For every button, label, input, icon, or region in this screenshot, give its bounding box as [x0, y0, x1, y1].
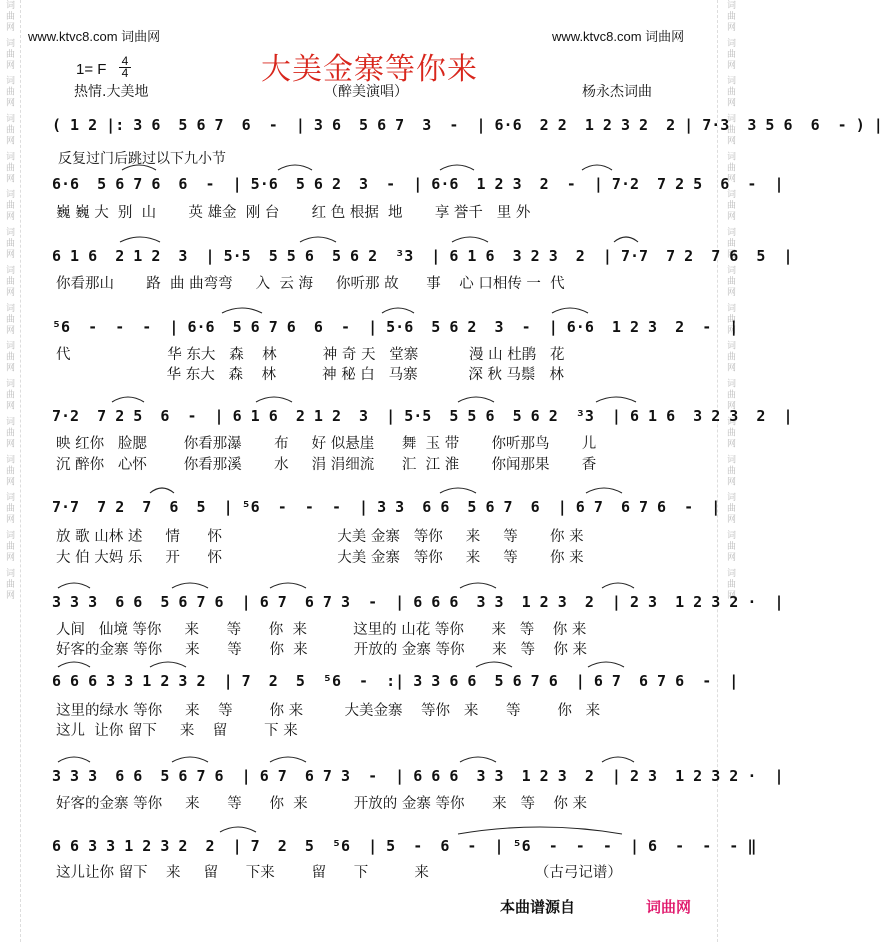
lyric-line-5b: 沉 醉你 心怀 你看那溪 水 涓 涓细流 汇 江 淮 你闻那果 香 [56, 457, 597, 473]
notation-line-10: 6 6 3 3 1 2 3 2 2 | 7 2 5 ⁵6 | 5 - 6 - | ⁵6 - - - | 6 - - - ‖ [52, 837, 757, 855]
side-watermark-right: 词曲网 词曲网 词曲网 词曲网 词曲网 词曲网 词曲网 词曲网 词曲网 词曲网 词曲网 词曲网 词曲网 词曲网 词曲网 词曲网 [725, 0, 735, 601]
lyric-line-3a: 你看那山 路 曲 曲弯弯 入 云 海 你听那 故 事 心 口相传 一 代 [56, 276, 565, 292]
notation-line-1: ( 1 2 |: 3 6 5 6 7 6 - | 3 6 5 6 7 3 - | 6·6 2 2 1 2 3 2 2 | 7·3 3 5 6 6 - ) | [52, 116, 883, 134]
performance-note: 反复过门后跳过以下九小节 [58, 151, 226, 167]
notation-line-2: 6·6 5 6 7 6 6 - | 5·6 5 6 2 3 - | 6·6 1 2 3 2 - | 7·2 7 2 5 6 - | [52, 175, 784, 193]
lyric-line-8b: 这儿 让你 留下 来 留 下 来 [56, 723, 298, 739]
lyric-line-5a: 映 红你 脸腮 你看那瀑 布 好 似悬崖 舞 玉 带 你听那鸟 儿 [56, 436, 597, 452]
time-signature-top: 4 [121, 54, 129, 68]
lyric-line-4a: 代 华 东大 森 林 神 奇 天 堂寨 漫 山 杜鹃 花 [56, 347, 565, 363]
notation-line-6: 7·7 7 2 7 6 5 | ⁵6 - - - | 3 3 6 6 5 6 7 6 | 6 7 6 7 6 - | [52, 498, 721, 516]
song-title: 大美金寨等你来 [261, 52, 478, 87]
time-signature [118, 56, 132, 79]
right-guide-line [717, 0, 718, 942]
time-signature-bottom: 4 [121, 66, 129, 80]
side-watermark-left: 词曲网 词曲网 词曲网 词曲网 词曲网 词曲网 词曲网 词曲网 词曲网 词曲网 词曲网 词曲网 词曲网 词曲网 词曲网 词曲网 [4, 0, 14, 601]
singer-credit: （醉美演唱） [324, 84, 408, 100]
notation-line-9: 3 3 3 6 6 5 6 7 6 | 6 7 6 7 3 - | 6 6 6 3 3 1 2 3 2 | 2 3 1 2 3 2 · | [52, 767, 784, 785]
left-guide-line [20, 0, 21, 942]
top-watermark-left: www.ktvc8.com 词曲网 [28, 29, 161, 44]
lyric-line-9a: 好客的金寨 等你 来 等 你 来 开放的 金寨 等你 来 等 你 来 [56, 796, 588, 812]
notation-line-3: 6 1 6 2 1 2 3 | 5·5 5 5 6 5 6 2 ³3 | 6 1 6 3 2 3 2 | 7·7 7 2 7 6 5 | [52, 247, 793, 265]
lyric-line-10a: 这儿让你 留下 来 留 下来 留 下 来 （古弓记谱） [56, 865, 622, 881]
notation-line-7: 3 3 3 6 6 5 6 7 6 | 6 7 6 7 3 - | 6 6 6 3 3 1 2 3 2 | 2 3 1 2 3 2 · | [52, 593, 784, 611]
key-signature: 1= F [76, 61, 107, 78]
lyric-line-6a: 放 歌 山林 述 情 怀 大美 金寨 等你 来 等 你 来 [56, 529, 584, 545]
notation-line-5: 7·2 7 2 5 6 - | 6 1 6 2 1 2 3 | 5·5 5 5 6 5 6 2 ³3 | 6 1 6 3 2 3 2 | [52, 407, 793, 425]
tempo-marking: 热情.大美地 [74, 84, 149, 100]
notation-line-4: ⁵6 - - - | 6·6 5 6 7 6 6 - | 5·6 5 6 2 3 - | 6·6 1 2 3 2 - | [52, 318, 739, 336]
lyric-line-6b: 大 伯 大妈 乐 开 怀 大美 金寨 等你 来 等 你 来 [56, 550, 584, 566]
lyric-line-8a: 这里的绿水 等你 来 等 你 来 大美金寨 等你 来 等 你 来 [56, 703, 601, 719]
notation-line-8: 6 6 6 3 3 1 2 3 2 | 7 2 5 ⁵6 - :| 3 3 6 6 5 6 7 6 | 6 7 6 7 6 - | [52, 672, 739, 690]
footer-brand-link[interactable]: 词曲网 [646, 898, 692, 916]
top-watermark-right: www.ktvc8.com 词曲网 [552, 29, 685, 44]
lyric-line-2a: 巍 巍 大 别 山 英 雄金 刚 台 红 色 根据 地 享 誉千 里 外 [56, 205, 531, 221]
lyric-line-4b: 华 东大 森 林 神 秘 白 马寨 深 秋 马鬃 林 [56, 367, 564, 383]
lyric-line-7a: 人间 仙境 等你 来 等 你 来 这里的 山花 等你 来 等 你 来 [56, 622, 587, 638]
footer-source-text: 本曲谱源自 [500, 898, 576, 916]
composer-credit: 杨永杰词曲 [582, 84, 652, 100]
lyric-line-7b: 好客的金寨 等你 来 等 你 来 开放的 金寨 等你 来 等 你 来 [56, 642, 588, 658]
